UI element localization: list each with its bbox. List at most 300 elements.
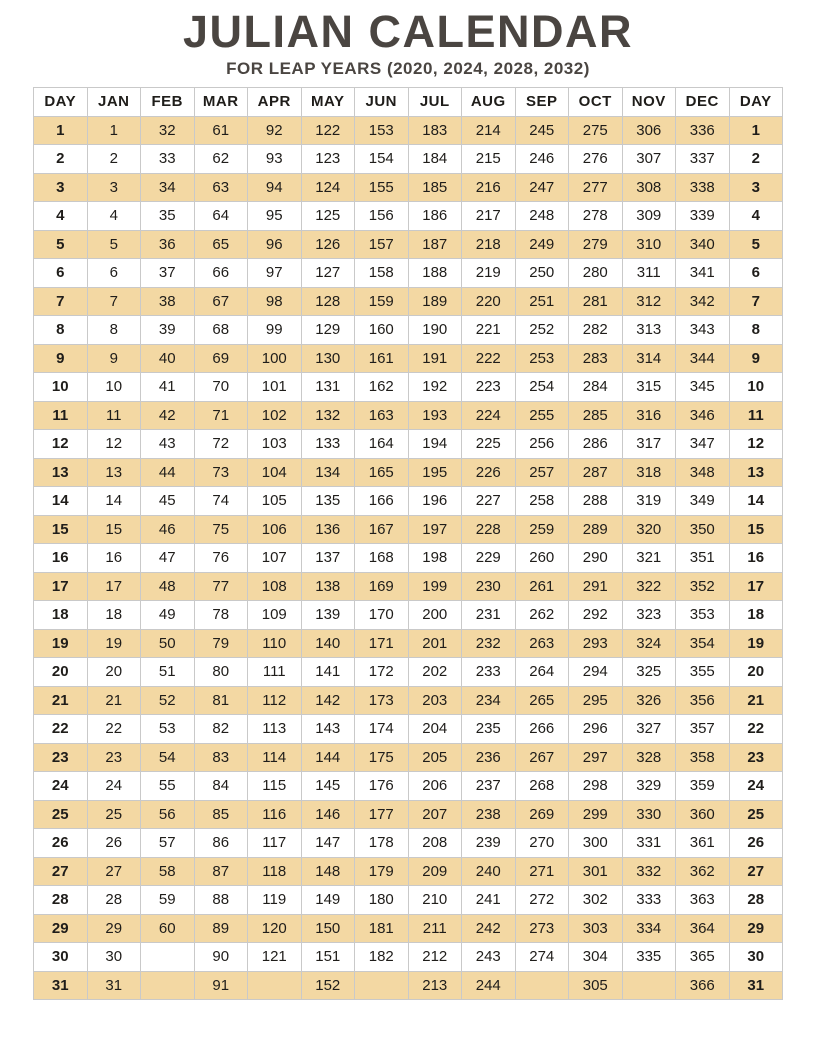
julian-day-cell: 363 xyxy=(676,886,730,915)
julian-day-cell: 85 xyxy=(194,800,248,829)
julian-day-cell: 160 xyxy=(355,316,409,345)
column-header-mar: MAR xyxy=(194,88,248,117)
julian-day-cell: 10 xyxy=(87,373,141,402)
julian-day-cell: 343 xyxy=(676,316,730,345)
julian-day-cell: 337 xyxy=(676,145,730,174)
julian-day-cell: 305 xyxy=(569,971,623,1000)
julian-day-cell: 233 xyxy=(462,658,516,687)
julian-day-cell: 99 xyxy=(248,316,302,345)
julian-day-cell: 126 xyxy=(301,230,355,259)
day-cell: 15 xyxy=(34,515,88,544)
julian-day-cell: 80 xyxy=(194,658,248,687)
empty-cell xyxy=(248,971,302,1000)
julian-day-cell: 32 xyxy=(141,116,195,145)
julian-day-cell: 313 xyxy=(622,316,676,345)
julian-day-cell: 330 xyxy=(622,800,676,829)
julian-day-cell: 211 xyxy=(408,914,462,943)
julian-day-cell: 52 xyxy=(141,686,195,715)
julian-day-cell: 170 xyxy=(355,601,409,630)
day-cell: 27 xyxy=(34,857,88,886)
julian-day-cell: 3 xyxy=(87,173,141,202)
julian-day-cell: 152 xyxy=(301,971,355,1000)
day-cell: 2 xyxy=(34,145,88,174)
day-cell: 24 xyxy=(729,772,783,801)
julian-day-cell: 157 xyxy=(355,230,409,259)
julian-day-cell: 311 xyxy=(622,259,676,288)
day-cell: 20 xyxy=(34,658,88,687)
julian-day-cell: 15 xyxy=(87,515,141,544)
julian-day-cell: 210 xyxy=(408,886,462,915)
julian-day-cell: 225 xyxy=(462,430,516,459)
julian-day-cell: 115 xyxy=(248,772,302,801)
julian-day-cell: 319 xyxy=(622,487,676,516)
table-row-day-28 xyxy=(34,886,783,915)
day-cell: 11 xyxy=(729,401,783,430)
julian-day-cell: 335 xyxy=(622,943,676,972)
julian-day-cell: 186 xyxy=(408,202,462,231)
julian-day-cell: 11 xyxy=(87,401,141,430)
julian-day-cell: 29 xyxy=(87,914,141,943)
julian-day-cell: 128 xyxy=(301,287,355,316)
julian-day-cell: 228 xyxy=(462,515,516,544)
julian-day-cell: 79 xyxy=(194,629,248,658)
julian-day-cell: 295 xyxy=(569,686,623,715)
julian-day-cell: 223 xyxy=(462,373,516,402)
julian-day-cell: 230 xyxy=(462,572,516,601)
julian-day-cell: 280 xyxy=(569,259,623,288)
julian-day-cell: 95 xyxy=(248,202,302,231)
julian-day-cell: 256 xyxy=(515,430,569,459)
julian-day-cell: 294 xyxy=(569,658,623,687)
column-header-jun: JUN xyxy=(355,88,409,117)
julian-day-cell: 332 xyxy=(622,857,676,886)
julian-day-cell: 2 xyxy=(87,145,141,174)
julian-day-cell: 165 xyxy=(355,458,409,487)
julian-day-cell: 166 xyxy=(355,487,409,516)
julian-day-cell: 190 xyxy=(408,316,462,345)
julian-day-cell: 290 xyxy=(569,544,623,573)
table-row-day-17 xyxy=(34,572,783,601)
julian-day-cell: 317 xyxy=(622,430,676,459)
julian-day-cell: 341 xyxy=(676,259,730,288)
julian-day-cell: 51 xyxy=(141,658,195,687)
table-row-day-6 xyxy=(34,259,783,288)
julian-day-cell: 109 xyxy=(248,601,302,630)
julian-day-cell: 366 xyxy=(676,971,730,1000)
julian-day-cell: 347 xyxy=(676,430,730,459)
table-row-day-30 xyxy=(34,943,783,972)
julian-day-cell: 177 xyxy=(355,800,409,829)
julian-day-cell: 6 xyxy=(87,259,141,288)
julian-day-cell: 154 xyxy=(355,145,409,174)
julian-day-cell: 119 xyxy=(248,886,302,915)
julian-day-cell: 161 xyxy=(355,344,409,373)
julian-day-cell: 193 xyxy=(408,401,462,430)
julian-day-cell: 208 xyxy=(408,829,462,858)
julian-day-cell: 101 xyxy=(248,373,302,402)
day-cell: 20 xyxy=(729,658,783,687)
julian-day-cell: 145 xyxy=(301,772,355,801)
julian-day-cell: 61 xyxy=(194,116,248,145)
julian-day-cell: 196 xyxy=(408,487,462,516)
julian-day-cell: 268 xyxy=(515,772,569,801)
day-cell: 15 xyxy=(729,515,783,544)
julian-day-cell: 72 xyxy=(194,430,248,459)
day-cell: 13 xyxy=(729,458,783,487)
julian-day-cell: 216 xyxy=(462,173,516,202)
day-cell: 31 xyxy=(34,971,88,1000)
julian-day-cell: 331 xyxy=(622,829,676,858)
julian-day-cell: 352 xyxy=(676,572,730,601)
julian-day-cell: 114 xyxy=(248,743,302,772)
julian-day-cell: 240 xyxy=(462,857,516,886)
julian-day-cell: 96 xyxy=(248,230,302,259)
julian-day-cell: 159 xyxy=(355,287,409,316)
julian-day-cell: 292 xyxy=(569,601,623,630)
julian-day-cell: 156 xyxy=(355,202,409,231)
empty-cell xyxy=(622,971,676,1000)
julian-day-cell: 150 xyxy=(301,914,355,943)
julian-day-cell: 267 xyxy=(515,743,569,772)
julian-day-cell: 284 xyxy=(569,373,623,402)
julian-day-cell: 329 xyxy=(622,772,676,801)
julian-day-cell: 246 xyxy=(515,145,569,174)
julian-day-cell: 192 xyxy=(408,373,462,402)
julian-day-cell: 24 xyxy=(87,772,141,801)
julian-day-cell: 155 xyxy=(355,173,409,202)
julian-day-cell: 137 xyxy=(301,544,355,573)
julian-day-cell: 203 xyxy=(408,686,462,715)
header-row xyxy=(34,88,783,117)
julian-day-cell: 57 xyxy=(141,829,195,858)
julian-day-cell: 222 xyxy=(462,344,516,373)
julian-day-cell: 309 xyxy=(622,202,676,231)
julian-day-cell: 282 xyxy=(569,316,623,345)
julian-day-cell: 264 xyxy=(515,658,569,687)
day-cell: 31 xyxy=(729,971,783,1000)
julian-day-cell: 28 xyxy=(87,886,141,915)
julian-day-cell: 197 xyxy=(408,515,462,544)
day-cell: 28 xyxy=(729,886,783,915)
julian-day-cell: 191 xyxy=(408,344,462,373)
julian-day-cell: 4 xyxy=(87,202,141,231)
julian-day-cell: 40 xyxy=(141,344,195,373)
day-cell: 10 xyxy=(34,373,88,402)
julian-day-cell: 113 xyxy=(248,715,302,744)
julian-day-cell: 112 xyxy=(248,686,302,715)
julian-day-cell: 195 xyxy=(408,458,462,487)
julian-day-cell: 100 xyxy=(248,344,302,373)
julian-day-cell: 140 xyxy=(301,629,355,658)
julian-day-cell: 8 xyxy=(87,316,141,345)
julian-day-cell: 53 xyxy=(141,715,195,744)
day-cell: 3 xyxy=(34,173,88,202)
julian-day-cell: 122 xyxy=(301,116,355,145)
julian-calendar-table xyxy=(33,87,783,1000)
julian-day-cell: 262 xyxy=(515,601,569,630)
julian-day-cell: 224 xyxy=(462,401,516,430)
julian-day-cell: 342 xyxy=(676,287,730,316)
julian-day-cell: 27 xyxy=(87,857,141,886)
julian-day-cell: 135 xyxy=(301,487,355,516)
day-cell: 14 xyxy=(729,487,783,516)
julian-day-cell: 9 xyxy=(87,344,141,373)
julian-day-cell: 333 xyxy=(622,886,676,915)
julian-day-cell: 173 xyxy=(355,686,409,715)
column-header-jul: JUL xyxy=(408,88,462,117)
day-cell: 16 xyxy=(34,544,88,573)
day-cell: 8 xyxy=(34,316,88,345)
julian-day-cell: 291 xyxy=(569,572,623,601)
julian-day-cell: 167 xyxy=(355,515,409,544)
julian-day-cell: 1 xyxy=(87,116,141,145)
julian-day-cell: 199 xyxy=(408,572,462,601)
julian-day-cell: 31 xyxy=(87,971,141,1000)
julian-day-cell: 218 xyxy=(462,230,516,259)
julian-day-cell: 286 xyxy=(569,430,623,459)
day-cell: 21 xyxy=(34,686,88,715)
julian-day-cell: 198 xyxy=(408,544,462,573)
julian-day-cell: 148 xyxy=(301,857,355,886)
julian-day-cell: 125 xyxy=(301,202,355,231)
julian-day-cell: 87 xyxy=(194,857,248,886)
julian-day-cell: 106 xyxy=(248,515,302,544)
julian-day-cell: 189 xyxy=(408,287,462,316)
empty-cell xyxy=(141,943,195,972)
julian-day-cell: 129 xyxy=(301,316,355,345)
julian-day-cell: 241 xyxy=(462,886,516,915)
day-cell: 1 xyxy=(34,116,88,145)
table-row-day-16 xyxy=(34,544,783,573)
julian-day-cell: 320 xyxy=(622,515,676,544)
julian-day-cell: 236 xyxy=(462,743,516,772)
julian-day-cell: 249 xyxy=(515,230,569,259)
julian-day-cell: 231 xyxy=(462,601,516,630)
julian-day-cell: 301 xyxy=(569,857,623,886)
julian-day-cell: 26 xyxy=(87,829,141,858)
julian-day-cell: 353 xyxy=(676,601,730,630)
julian-day-cell: 144 xyxy=(301,743,355,772)
julian-day-cell: 346 xyxy=(676,401,730,430)
julian-day-cell: 349 xyxy=(676,487,730,516)
julian-day-cell: 239 xyxy=(462,829,516,858)
table-body xyxy=(34,116,783,1000)
julian-day-cell: 38 xyxy=(141,287,195,316)
julian-day-cell: 302 xyxy=(569,886,623,915)
julian-day-cell: 147 xyxy=(301,829,355,858)
julian-day-cell: 118 xyxy=(248,857,302,886)
julian-day-cell: 253 xyxy=(515,344,569,373)
julian-day-cell: 345 xyxy=(676,373,730,402)
day-cell: 23 xyxy=(34,743,88,772)
julian-day-cell: 123 xyxy=(301,145,355,174)
julian-day-cell: 76 xyxy=(194,544,248,573)
day-cell: 7 xyxy=(729,287,783,316)
julian-day-cell: 183 xyxy=(408,116,462,145)
julian-day-cell: 180 xyxy=(355,886,409,915)
julian-day-cell: 227 xyxy=(462,487,516,516)
julian-day-cell: 188 xyxy=(408,259,462,288)
julian-day-cell: 71 xyxy=(194,401,248,430)
julian-day-cell: 247 xyxy=(515,173,569,202)
julian-day-cell: 293 xyxy=(569,629,623,658)
julian-day-cell: 297 xyxy=(569,743,623,772)
table-row-day-27 xyxy=(34,857,783,886)
julian-day-cell: 221 xyxy=(462,316,516,345)
day-cell: 2 xyxy=(729,145,783,174)
day-cell: 26 xyxy=(34,829,88,858)
julian-day-cell: 357 xyxy=(676,715,730,744)
day-cell: 10 xyxy=(729,373,783,402)
julian-day-cell: 351 xyxy=(676,544,730,573)
julian-day-cell: 359 xyxy=(676,772,730,801)
julian-day-cell: 41 xyxy=(141,373,195,402)
day-cell: 30 xyxy=(729,943,783,972)
day-cell: 19 xyxy=(34,629,88,658)
julian-day-cell: 54 xyxy=(141,743,195,772)
day-cell: 4 xyxy=(34,202,88,231)
column-header-oct: OCT xyxy=(569,88,623,117)
day-cell: 17 xyxy=(729,572,783,601)
julian-day-cell: 94 xyxy=(248,173,302,202)
page-title: JULIAN CALENDAR xyxy=(183,6,633,57)
day-cell: 7 xyxy=(34,287,88,316)
julian-day-cell: 117 xyxy=(248,829,302,858)
julian-day-cell: 277 xyxy=(569,173,623,202)
julian-day-cell: 171 xyxy=(355,629,409,658)
julian-day-cell: 278 xyxy=(569,202,623,231)
julian-day-cell: 187 xyxy=(408,230,462,259)
julian-day-cell: 266 xyxy=(515,715,569,744)
julian-day-cell: 97 xyxy=(248,259,302,288)
day-cell: 13 xyxy=(34,458,88,487)
day-cell: 25 xyxy=(729,800,783,829)
table-row-day-29 xyxy=(34,914,783,943)
julian-day-cell: 327 xyxy=(622,715,676,744)
julian-day-cell: 299 xyxy=(569,800,623,829)
julian-day-cell: 205 xyxy=(408,743,462,772)
julian-day-cell: 204 xyxy=(408,715,462,744)
table-row-day-10 xyxy=(34,373,783,402)
day-cell: 12 xyxy=(34,430,88,459)
julian-day-cell: 307 xyxy=(622,145,676,174)
table-row-day-5 xyxy=(34,230,783,259)
day-cell: 9 xyxy=(34,344,88,373)
julian-day-cell: 33 xyxy=(141,145,195,174)
julian-day-cell: 74 xyxy=(194,487,248,516)
julian-day-cell: 12 xyxy=(87,430,141,459)
julian-day-cell: 89 xyxy=(194,914,248,943)
day-cell: 12 xyxy=(729,430,783,459)
day-cell: 26 xyxy=(729,829,783,858)
table-row-day-19 xyxy=(34,629,783,658)
julian-day-cell: 121 xyxy=(248,943,302,972)
julian-day-cell: 361 xyxy=(676,829,730,858)
julian-day-cell: 46 xyxy=(141,515,195,544)
julian-day-cell: 324 xyxy=(622,629,676,658)
column-header-day: DAY xyxy=(34,88,88,117)
julian-day-cell: 169 xyxy=(355,572,409,601)
julian-day-cell: 269 xyxy=(515,800,569,829)
empty-cell xyxy=(515,971,569,1000)
julian-day-cell: 217 xyxy=(462,202,516,231)
table-row-day-22 xyxy=(34,715,783,744)
julian-day-cell: 23 xyxy=(87,743,141,772)
table-row-day-9 xyxy=(34,344,783,373)
day-cell: 6 xyxy=(729,259,783,288)
julian-day-cell: 213 xyxy=(408,971,462,1000)
julian-day-cell: 139 xyxy=(301,601,355,630)
julian-day-cell: 235 xyxy=(462,715,516,744)
julian-day-cell: 62 xyxy=(194,145,248,174)
julian-day-cell: 141 xyxy=(301,658,355,687)
julian-day-cell: 175 xyxy=(355,743,409,772)
julian-day-cell: 45 xyxy=(141,487,195,516)
julian-day-cell: 271 xyxy=(515,857,569,886)
day-cell: 16 xyxy=(729,544,783,573)
julian-day-cell: 172 xyxy=(355,658,409,687)
day-cell: 23 xyxy=(729,743,783,772)
julian-day-cell: 59 xyxy=(141,886,195,915)
julian-day-cell: 314 xyxy=(622,344,676,373)
julian-day-cell: 242 xyxy=(462,914,516,943)
column-header-may: MAY xyxy=(301,88,355,117)
julian-day-cell: 263 xyxy=(515,629,569,658)
julian-day-cell: 219 xyxy=(462,259,516,288)
julian-day-cell: 176 xyxy=(355,772,409,801)
julian-day-cell: 90 xyxy=(194,943,248,972)
julian-day-cell: 364 xyxy=(676,914,730,943)
julian-day-cell: 255 xyxy=(515,401,569,430)
julian-day-cell: 207 xyxy=(408,800,462,829)
julian-day-cell: 315 xyxy=(622,373,676,402)
julian-day-cell: 13 xyxy=(87,458,141,487)
julian-day-cell: 111 xyxy=(248,658,302,687)
julian-day-cell: 37 xyxy=(141,259,195,288)
julian-day-cell: 70 xyxy=(194,373,248,402)
julian-day-cell: 68 xyxy=(194,316,248,345)
julian-day-cell: 93 xyxy=(248,145,302,174)
julian-day-cell: 257 xyxy=(515,458,569,487)
julian-day-cell: 17 xyxy=(87,572,141,601)
julian-day-cell: 30 xyxy=(87,943,141,972)
julian-day-cell: 283 xyxy=(569,344,623,373)
julian-day-cell: 134 xyxy=(301,458,355,487)
julian-day-cell: 276 xyxy=(569,145,623,174)
julian-day-cell: 127 xyxy=(301,259,355,288)
julian-day-cell: 124 xyxy=(301,173,355,202)
julian-day-cell: 289 xyxy=(569,515,623,544)
julian-day-cell: 261 xyxy=(515,572,569,601)
julian-day-cell: 178 xyxy=(355,829,409,858)
julian-day-cell: 181 xyxy=(355,914,409,943)
julian-day-cell: 102 xyxy=(248,401,302,430)
julian-day-cell: 58 xyxy=(141,857,195,886)
day-cell: 29 xyxy=(34,914,88,943)
day-cell: 30 xyxy=(34,943,88,972)
julian-day-cell: 265 xyxy=(515,686,569,715)
julian-day-cell: 25 xyxy=(87,800,141,829)
day-cell: 14 xyxy=(34,487,88,516)
julian-day-cell: 312 xyxy=(622,287,676,316)
julian-day-cell: 285 xyxy=(569,401,623,430)
julian-day-cell: 358 xyxy=(676,743,730,772)
julian-day-cell: 238 xyxy=(462,800,516,829)
julian-day-cell: 232 xyxy=(462,629,516,658)
julian-day-cell: 226 xyxy=(462,458,516,487)
day-cell: 8 xyxy=(729,316,783,345)
day-cell: 18 xyxy=(34,601,88,630)
